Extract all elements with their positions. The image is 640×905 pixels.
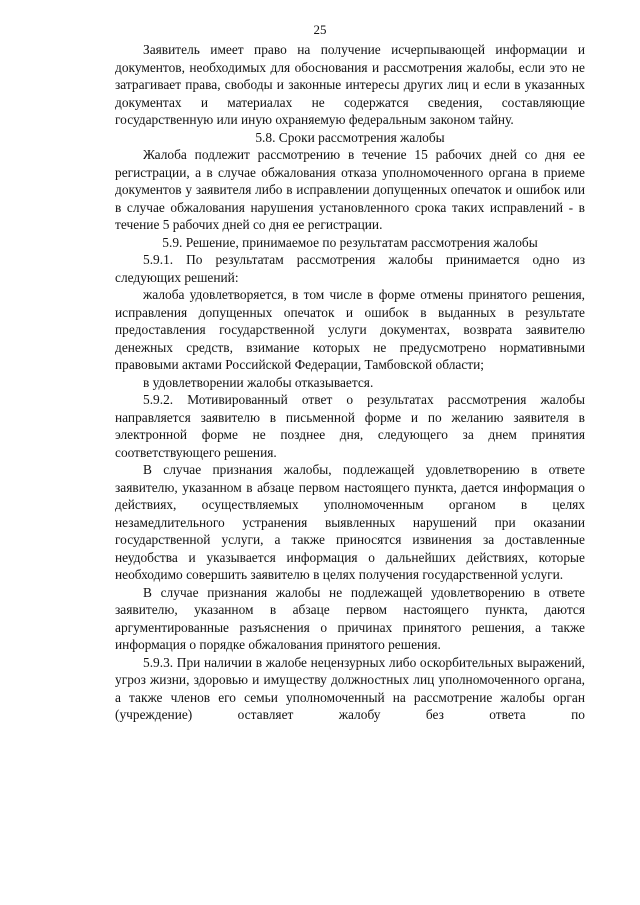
paragraph-5-9-2: 5.9.2. Мотивированный ответ о результатах рассмотрения жалобы направляется заявителю в письменной форме и по желанию заявителя в электронной форме не позднее дня, следующего за днем принятия соответствующего решения. — [115, 392, 585, 460]
paragraph-5-9-1: 5.9.1. По результатам рассмотрения жалобы принимается одно из следующих решений: — [115, 252, 585, 285]
paragraph-complaint-not-recognized: В случае признания жалобы не подлежащей удовлетворению в ответе заявителю, указанном в абзаце первом настоящего пункта, даются аргументированные разъяснения о причинах принятого решения, а также информация о порядке обжалования принятого решения. — [115, 584, 585, 652]
list-item-complaint-refused: в удовлетворении жалобы отказывается. — [143, 374, 374, 390]
page-number: 25 — [313, 22, 327, 37]
section-heading-5-9: 5.9. Решение, принимаемое по результатам рассмотрения жалобы — [162, 234, 538, 250]
list-item-complaint-satisfied: жалоба удовлетворяется, в том числе в форме отмены принятого решения, исправления допущенных опечаток и ошибок в выданных в результате предоставления государственной услуги документах, возврата заявителю денежных средств, взимание которых не предусмотрено нормативными правовыми актами Российской Федерации, Тамбовской области; — [115, 287, 585, 372]
document-body — [115, 41, 585, 724]
paragraph-review-terms: Жалоба подлежит рассмотрению в течение 15 рабочих дней со дня ее регистрации, а в случае обжалования отказа уполномоченного органа в приеме документов у заявителя либо в исправлении допущенных опечаток и ошибок или в случае обжалования нарушения установленного срока таких исправлений - в течение 5 рабочих дней со дня ее регистрации. — [115, 147, 585, 232]
section-heading-5-8: 5.8. Сроки рассмотрения жалобы — [255, 129, 445, 145]
paragraph-5-9-3: 5.9.3. При наличии в жалобе нецензурных либо оскорбительных выражений, угроз жизни, здоровью и имуществу должностных лиц уполномоченного органа, а также членов его семьи уполномоченный на рассмотрение жалобы орган (учреждение) оставляет жалобу без ответа по — [115, 654, 585, 722]
paragraph-applicant-rights: Заявитель имеет право на получение исчерпывающей информации и документов, необходимых для обоснования и рассмотрения жалобы, если это не затрагивает права, свободы и законные интересы других лиц и если в указанных документах и материалах не содержатся сведения, составляющие государственную или иную охраняемую федеральным законом тайну. — [115, 42, 585, 127]
paragraph-complaint-recognized: В случае признания жалобы, подлежащей удовлетворению в ответе заявителю, указанном в абзаце первом настоящего пункта, дается информация о действиях, осуществляемых уполномоченным органом в целях незамедлительного устранения выявленных нарушений при оказании государственной услуги, а также приносятся извинения за доставленные неудобства и указывается информация о дальнейших действиях, которые необходимо совершить заявителю в целях получения государственной услуги. — [115, 462, 585, 582]
